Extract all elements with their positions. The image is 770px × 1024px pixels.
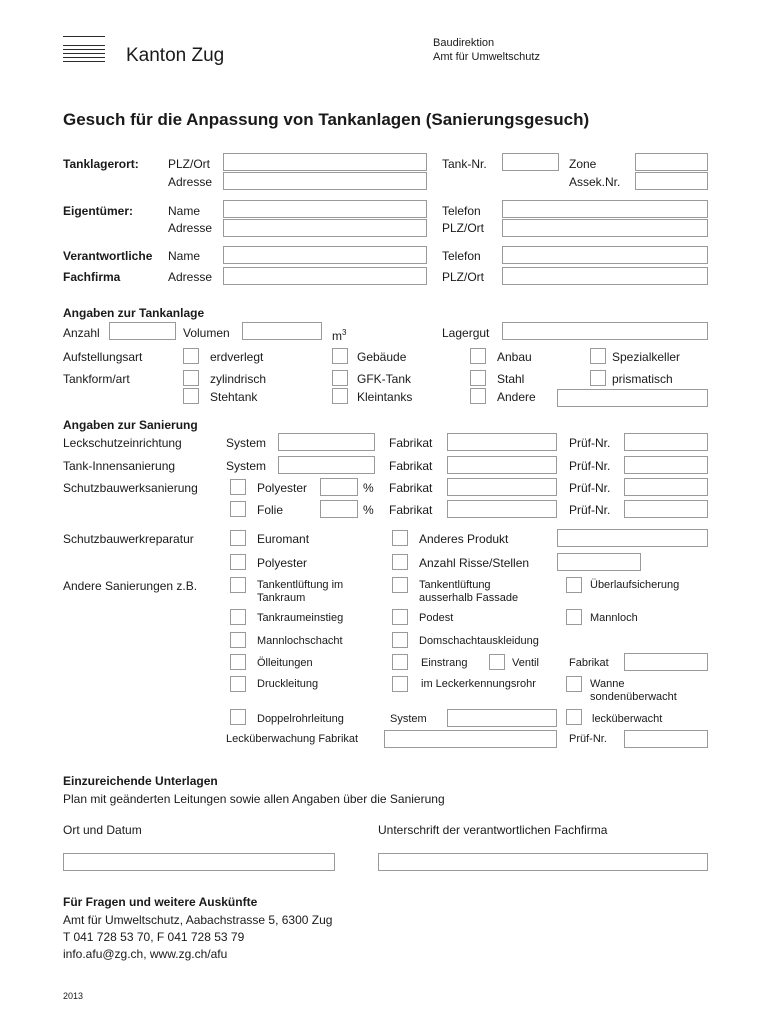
mannloch-checkbox[interactable] xyxy=(566,609,582,625)
doppelrohr-system-label: System xyxy=(390,713,427,725)
mannloch-label: Mannloch xyxy=(590,612,638,624)
sanierung-heading: Angaben zur Sanierung xyxy=(63,418,198,432)
volumen-field[interactable] xyxy=(242,322,322,340)
assek-nr-field[interactable] xyxy=(635,172,708,190)
footer-web: info.afu@zg.ch, www.zg.ch/afu xyxy=(63,947,228,961)
zone-label: Zone xyxy=(569,157,597,171)
fachfirma-name-field[interactable] xyxy=(223,246,427,264)
stahl-checkbox[interactable] xyxy=(470,370,486,386)
leckerkennung-checkbox[interactable] xyxy=(392,676,408,692)
lagergut-field[interactable] xyxy=(502,322,708,340)
gebaeude-label: Gebäude xyxy=(357,350,407,364)
folie-fabrikat-field[interactable] xyxy=(447,500,557,518)
polyester-pruef-label: Prüf-Nr. xyxy=(569,481,611,495)
footer-address: Amt für Umweltschutz, Aabachstrasse 5, 6300 Zug xyxy=(63,913,333,927)
polyester-checkbox[interactable] xyxy=(230,479,246,495)
folie-pruef-field[interactable] xyxy=(624,500,708,518)
wanne-label-2: sondenüberwacht xyxy=(590,691,677,703)
ueberlaufsicherung-checkbox[interactable] xyxy=(566,577,582,593)
footer-year: 2013 xyxy=(63,991,84,1001)
volume-unit: $m^3$ xyxy=(332,328,347,343)
eigentuemer-name-field[interactable] xyxy=(223,200,427,218)
unterlagen-heading: Einzureichende Unterlagen xyxy=(63,774,218,788)
erdverlegt-checkbox[interactable] xyxy=(183,348,199,364)
fachfirma-label-2: Fachfirma xyxy=(63,270,121,284)
wanne-label-1: Wanne xyxy=(590,678,625,690)
folie-percent-field[interactable] xyxy=(320,500,358,518)
oelleitungen-label: Ölleitungen xyxy=(257,657,313,669)
leckschutz-system-label: System xyxy=(226,436,267,450)
leckschutz-label: Leckschutzeinrichtung xyxy=(63,436,182,450)
doppelrohr-label: Doppelrohrleitung xyxy=(257,713,344,725)
tankanlage-heading: Angaben zur Tankanlage xyxy=(63,306,205,320)
eigentuemer-plz-ort-field[interactable] xyxy=(502,219,708,237)
kleintanks-checkbox[interactable] xyxy=(332,388,348,404)
eigentuemer-adresse-label: Adresse xyxy=(168,221,213,235)
leckueberwachung-fabrikat-label: Lecküberwachung Fabrikat xyxy=(226,733,359,745)
stahl-label: Stahl xyxy=(497,372,525,386)
mannlochschacht-checkbox[interactable] xyxy=(230,632,246,648)
prismatisch-label: prismatisch xyxy=(612,372,673,386)
andere-tank-field[interactable] xyxy=(557,389,708,407)
gfk-tank-label: GFK-Tank xyxy=(357,372,412,386)
druckleitung-checkbox[interactable] xyxy=(230,676,246,692)
druckleitung-label: Druckleitung xyxy=(257,678,319,690)
leckueberwachung-pruef-field[interactable] xyxy=(624,730,708,748)
doppelrohr-checkbox[interactable] xyxy=(230,709,246,725)
oelleitungen-checkbox[interactable] xyxy=(230,654,246,670)
oelleitungen-fabrikat-field[interactable] xyxy=(624,653,708,671)
oelleitungen-fabrikat-label: Fabrikat xyxy=(569,657,609,669)
anderes-produkt-checkbox[interactable] xyxy=(392,530,408,546)
fachfirma-adresse-field[interactable] xyxy=(223,267,427,285)
anderes-produkt-field[interactable] xyxy=(557,529,708,547)
tankentlueftung-fassade-label-1: Tankentlüftung xyxy=(419,579,491,591)
innensanierung-fabrikat-label: Fabrikat xyxy=(389,459,433,473)
anderes-produkt-label: Anderes Produkt xyxy=(419,532,509,546)
andere-label: Andere xyxy=(497,390,536,404)
stehtank-checkbox[interactable] xyxy=(183,388,199,404)
reparatur-label: Schutzbauwerkreparatur xyxy=(63,532,194,546)
doppelrohr-system-field[interactable] xyxy=(447,709,557,727)
tanklagerort-plz-ort-field[interactable] xyxy=(223,153,427,171)
footer-heading: Für Fragen und weitere Auskünfte xyxy=(63,895,258,909)
leckschutz-pruef-field[interactable] xyxy=(624,433,708,451)
adresse-label: Adresse xyxy=(168,175,213,189)
anbau-label: Anbau xyxy=(497,350,532,364)
ventil-label: Ventil xyxy=(512,657,539,669)
eigentuemer-label: Eigentümer: xyxy=(63,204,134,218)
tankentlueftung-fassade-label-2: ausserhalb Fassade xyxy=(419,592,519,604)
folie-percent-sign: % xyxy=(363,503,374,517)
wanne-checkbox[interactable] xyxy=(566,676,582,692)
spezialkeller-label: Spezialkeller xyxy=(612,350,681,364)
department: Baudirektion xyxy=(433,37,495,49)
innensanierung-pruef-field[interactable] xyxy=(624,456,708,474)
polyester-fabrikat-label: Fabrikat xyxy=(389,481,433,495)
tankraumeinstieg-label: Tankraumeinstieg xyxy=(257,612,344,624)
brand-name: Kanton Zug xyxy=(126,45,225,66)
fachfirma-name-label: Name xyxy=(168,249,201,263)
anzahl-risse-label: Anzahl Risse/Stellen xyxy=(419,556,530,570)
ueberlaufsicherung-label: Überlaufsicherung xyxy=(590,579,680,591)
anzahl-risse-checkbox[interactable] xyxy=(392,554,408,570)
tankraumeinstieg-checkbox[interactable] xyxy=(230,609,246,625)
innensanierung-system-field[interactable] xyxy=(278,456,375,474)
leckueberwachung-pruef-label: Prüf-Nr. xyxy=(569,733,607,745)
leckerkennung-label: im Leckerkennungsrohr xyxy=(421,678,536,690)
podest-checkbox[interactable] xyxy=(392,609,408,625)
leckueberwacht-label: lecküberwacht xyxy=(592,713,663,725)
leckueberwachung-fabrikat-field[interactable] xyxy=(384,730,557,748)
anbau-checkbox[interactable] xyxy=(470,348,486,364)
innensanierung-fabrikat-field[interactable] xyxy=(447,456,557,474)
innensanierung-system-label: System xyxy=(226,459,267,473)
erdverlegt-label: erdverlegt xyxy=(210,350,264,364)
tanklagerort-label: Tanklagerort: xyxy=(63,157,139,171)
reparatur-polyester-label: Polyester xyxy=(257,556,308,570)
fachfirma-adresse-label: Adresse xyxy=(168,270,213,284)
fachfirma-telefon-field[interactable] xyxy=(502,246,708,264)
polyester-label: Polyester xyxy=(257,481,308,495)
einstrang-checkbox[interactable] xyxy=(392,654,408,670)
schutzbauwerk-label: Schutzbauwerksanierung xyxy=(63,481,198,495)
eigentuemer-telefon-field[interactable] xyxy=(502,200,708,218)
tank-nr-field[interactable] xyxy=(502,153,559,171)
tank-nr-label: Tank-Nr. xyxy=(442,157,487,171)
fachfirma-plz-ort-label: PLZ/Ort xyxy=(442,270,485,284)
prismatisch-checkbox[interactable] xyxy=(590,370,606,386)
ventil-checkbox[interactable] xyxy=(489,654,505,670)
euromant-label: Euromant xyxy=(257,532,310,546)
spezialkeller-checkbox[interactable] xyxy=(590,348,606,364)
eigentuemer-plz-ort-label: PLZ/Ort xyxy=(442,221,485,235)
kleintanks-label: Kleintanks xyxy=(357,390,413,404)
tankform-label: Tankform/art xyxy=(63,372,130,386)
tankentlueftung-label-2: Tankraum xyxy=(257,592,306,604)
euromant-checkbox[interactable] xyxy=(230,530,246,546)
zylindrisch-checkbox[interactable] xyxy=(183,370,199,386)
lagergut-label: Lagergut xyxy=(442,326,490,340)
ort-datum-field[interactable] xyxy=(63,853,335,871)
tankentlueftung-label-1: Tankentlüftung im xyxy=(257,579,344,591)
tankentlueftung-fassade-checkbox[interactable] xyxy=(392,577,408,593)
plz-ort-label: PLZ/Ort xyxy=(168,157,211,171)
podest-label: Podest xyxy=(419,612,454,624)
domschacht-checkbox[interactable] xyxy=(392,632,408,648)
folie-checkbox[interactable] xyxy=(230,501,246,517)
polyester-fabrikat-field[interactable] xyxy=(447,478,557,496)
office: Amt für Umweltschutz xyxy=(433,51,540,63)
andere-sanierungen-label: Andere Sanierungen z.B. xyxy=(63,579,198,593)
tanklagerort-adresse-field[interactable] xyxy=(223,172,427,190)
mannlochschacht-label: Mannlochschacht xyxy=(257,635,343,647)
innensanierung-pruef-label: Prüf-Nr. xyxy=(569,459,611,473)
polyester-percent-sign: % xyxy=(363,481,374,495)
unterschrift-label: Unterschrift der verantwortlichen Fachfirma xyxy=(378,823,608,837)
polyester-pruef-field[interactable] xyxy=(624,478,708,496)
folie-pruef-label: Prüf-Nr. xyxy=(569,503,611,517)
eigentuemer-telefon-label: Telefon xyxy=(442,204,481,218)
einstrang-label: Einstrang xyxy=(421,657,468,669)
fachfirma-label-1: Verantwortliche xyxy=(63,249,153,263)
anzahl-risse-field[interactable] xyxy=(557,553,641,571)
page-title: Gesuch für die Anpassung von Tankanlagen (Sanierungsgesuch) xyxy=(63,110,590,129)
tankentlueftung-checkbox[interactable] xyxy=(230,577,246,593)
aufstellungsart-label: Aufstellungsart xyxy=(63,350,143,364)
andere-checkbox[interactable] xyxy=(470,388,486,404)
leckschutz-pruef-label: Prüf-Nr. xyxy=(569,436,611,450)
volumen-label: Volumen xyxy=(183,326,230,340)
leckschutz-fabrikat-field[interactable] xyxy=(447,433,557,451)
assek-nr-label: Assek.Nr. xyxy=(569,175,621,189)
zone-field[interactable] xyxy=(635,153,708,171)
folie-fabrikat-label: Fabrikat xyxy=(389,503,433,517)
leckueberwacht-checkbox[interactable] xyxy=(566,709,582,725)
gfk-tank-checkbox[interactable] xyxy=(332,370,348,386)
leckschutz-system-field[interactable] xyxy=(278,433,375,451)
anzahl-label: Anzahl xyxy=(63,326,100,340)
stehtank-label: Stehtank xyxy=(210,390,258,404)
eigentuemer-name-label: Name xyxy=(168,204,201,218)
gebaeude-checkbox[interactable] xyxy=(332,348,348,364)
unterlagen-text: Plan mit geänderten Leitungen sowie allen Angaben über die Sanierung xyxy=(63,792,445,806)
reparatur-polyester-checkbox[interactable] xyxy=(230,554,246,570)
leckschutz-fabrikat-label: Fabrikat xyxy=(389,436,433,450)
zylindrisch-label: zylindrisch xyxy=(210,372,267,386)
folie-label: Folie xyxy=(257,503,284,517)
footer-phone: T 041 728 53 70, F 041 728 53 79 xyxy=(63,930,245,944)
ort-datum-label: Ort und Datum xyxy=(63,823,142,837)
innensanierung-label: Tank-Innensanierung xyxy=(63,459,176,473)
fachfirma-telefon-label: Telefon xyxy=(442,249,481,263)
anzahl-field[interactable] xyxy=(109,322,176,340)
polyester-percent-field[interactable] xyxy=(320,478,358,496)
eigentuemer-adresse-field[interactable] xyxy=(223,219,427,237)
fachfirma-plz-ort-field[interactable] xyxy=(502,267,708,285)
domschacht-label: Domschachtauskleidung xyxy=(419,635,539,647)
unterschrift-field[interactable] xyxy=(378,853,708,871)
